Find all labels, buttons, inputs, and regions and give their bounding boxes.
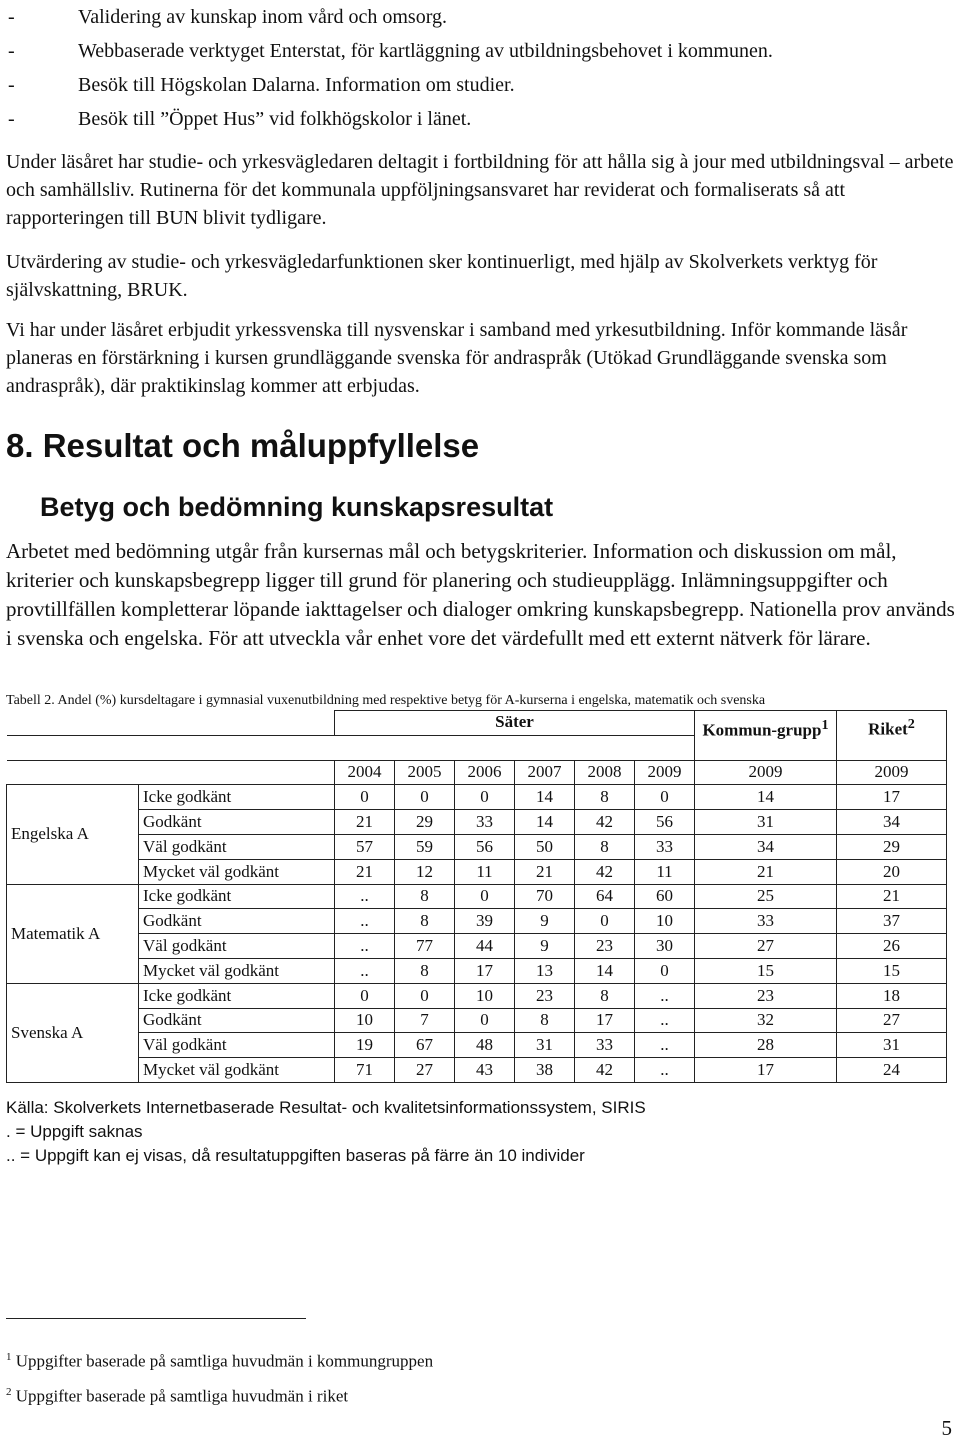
value-cell: 39 xyxy=(455,909,515,934)
value-cell: 70 xyxy=(515,884,575,909)
list-item: - Webbaserade verktyget Enterstat, för kartläggning av utbildningsbehovet i kommunen. xyxy=(8,40,773,62)
value-cell: 23 xyxy=(695,983,837,1008)
grade-cell: Icke godkänt xyxy=(139,884,335,909)
table-row xyxy=(7,934,947,959)
value-cell: 10 xyxy=(335,1008,395,1033)
subject-cell: Engelska A xyxy=(7,785,139,884)
value-cell: 8 xyxy=(575,983,635,1008)
value-cell: 17 xyxy=(837,785,947,810)
value-cell: 20 xyxy=(837,859,947,884)
value-cell: 33 xyxy=(695,909,837,934)
value-cell: 33 xyxy=(635,834,695,859)
intro-paragraph: Arbetet med bedömning utgår från kursernas mål och betygskriterier. Information och diskussion om mål, kriterier och kunskapsbegrepp ligger till grund för planering och studieupplägg. Inlämningsuppgifter och provtillfällen kompletterar löpande iakttagelser och dialoger omkring kunskapsbegrepp. Nationella prov används i svenska och engelska. För att utveckla vår enhet vore det värdefullt med ett externt nätverk för lärare. xyxy=(6,539,955,650)
year-cell: 2005 xyxy=(395,760,455,785)
value-cell: 8 xyxy=(515,1008,575,1033)
value-cell: 33 xyxy=(575,1033,635,1058)
table-row xyxy=(7,1008,947,1033)
year-cell: 2004 xyxy=(335,760,395,785)
source-note: Källa: Skolverkets Internetbaserade Resultat- och kvalitetsinformationssystem, SIRIS xyxy=(6,1098,646,1117)
value-cell: .. xyxy=(335,958,395,983)
section-heading: 8. Resultat och måluppfyllelse xyxy=(6,427,480,464)
footnote-divider xyxy=(6,1318,306,1319)
list-item: - Besök till Högskolan Dalarna. Information om studier. xyxy=(8,74,515,96)
value-cell: 15 xyxy=(837,958,947,983)
value-cell: 43 xyxy=(455,1058,515,1083)
value-cell: 10 xyxy=(455,983,515,1008)
header-riket: Riket$^2$ xyxy=(837,711,947,761)
value-cell: 29 xyxy=(395,810,455,835)
year-cell: 2007 xyxy=(515,760,575,785)
value-cell: 34 xyxy=(695,834,837,859)
value-cell: 23 xyxy=(515,983,575,1008)
table-row xyxy=(7,909,947,934)
value-cell: 8 xyxy=(575,834,635,859)
value-cell: .. xyxy=(635,1033,695,1058)
value-cell: 21 xyxy=(695,859,837,884)
grade-cell: Mycket väl godkänt xyxy=(139,859,335,884)
value-cell: .. xyxy=(635,1008,695,1033)
value-cell: 42 xyxy=(575,810,635,835)
table-row xyxy=(7,983,947,1008)
value-cell: 56 xyxy=(455,834,515,859)
value-cell: 60 xyxy=(635,884,695,909)
subsection-heading: Betyg och bedömning kunskapsresultat xyxy=(40,492,554,522)
value-cell: 14 xyxy=(695,785,837,810)
value-cell: 42 xyxy=(575,1058,635,1083)
grade-cell: Mycket väl godkänt xyxy=(139,1058,335,1083)
table-row xyxy=(7,1033,947,1058)
value-cell: 13 xyxy=(515,958,575,983)
grade-cell: Godkänt xyxy=(139,810,335,835)
table-body xyxy=(7,785,947,1083)
value-cell: 0 xyxy=(455,1008,515,1033)
value-cell: 19 xyxy=(335,1033,395,1058)
grade-cell: Icke godkänt xyxy=(139,785,335,810)
value-cell: 71 xyxy=(335,1058,395,1083)
value-cell: 0 xyxy=(335,785,395,810)
value-cell: 14 xyxy=(515,810,575,835)
grade-cell: Mycket väl godkänt xyxy=(139,958,335,983)
value-cell: 67 xyxy=(395,1033,455,1058)
table-notes xyxy=(6,1096,646,1168)
table-caption: Tabell 2. Andel (%) kursdeltagare i gymnasial vuxenutbildning med respektive betyg för A-kurserna i engelska, matematik och svenska xyxy=(6,693,766,708)
grade-cell: Väl godkänt xyxy=(139,1033,335,1058)
value-cell: 11 xyxy=(455,859,515,884)
paragraph: Under läsåret har studie- och yrkesvägledaren deltagit i fortbildning för att hålla sig à jour med utbildningsval – arbete och samhällsliv. Rutinerna för det kommunala uppföljningsansvaret har reviderat och formaliserats så att rapporteringen till BUN blivit tydligare. xyxy=(6,151,954,229)
value-cell: 57 xyxy=(335,834,395,859)
subject-cell: Svenska A xyxy=(7,983,139,1082)
table-row xyxy=(7,958,947,983)
value-cell: 26 xyxy=(837,934,947,959)
value-cell: 34 xyxy=(837,810,947,835)
value-cell: 48 xyxy=(455,1033,515,1058)
value-cell: 24 xyxy=(837,1058,947,1083)
footnote: $^2$ Uppgifter baserade på samtliga huvudmän i riket xyxy=(6,1386,349,1406)
paragraph: Utvärdering av studie- och yrkesvägledarfunktionen sker kontinuerligt, med hjälp av Skolverkets verktyg för självskattning, BRUK. xyxy=(6,251,878,301)
value-cell: 0 xyxy=(335,983,395,1008)
value-cell: 42 xyxy=(575,859,635,884)
value-cell: 28 xyxy=(695,1033,837,1058)
list-item: - Besök till ”Öppet Hus” vid folkhögskolor i länet. xyxy=(8,108,472,130)
bullet-list xyxy=(8,0,948,136)
grade-cell: Väl godkänt xyxy=(139,934,335,959)
value-cell: .. xyxy=(635,1058,695,1083)
year-cell: 2008 xyxy=(575,760,635,785)
value-cell: 11 xyxy=(635,859,695,884)
header-saeter: Säter xyxy=(335,711,695,736)
legend-note: . = Uppgift saknas xyxy=(6,1122,143,1141)
value-cell: 29 xyxy=(837,834,947,859)
value-cell: 15 xyxy=(695,958,837,983)
value-cell: .. xyxy=(335,884,395,909)
value-cell: 0 xyxy=(635,785,695,810)
value-cell: 21 xyxy=(837,884,947,909)
value-cell: 14 xyxy=(515,785,575,810)
value-cell: 77 xyxy=(395,934,455,959)
value-cell: 32 xyxy=(695,1008,837,1033)
subject-cell: Matematik A xyxy=(7,884,139,983)
value-cell: 8 xyxy=(575,785,635,810)
value-cell: 31 xyxy=(695,810,837,835)
page-number: 5 xyxy=(941,1416,952,1440)
value-cell: 14 xyxy=(575,958,635,983)
value-cell: 27 xyxy=(837,1008,947,1033)
table-row xyxy=(7,859,947,884)
value-cell: 37 xyxy=(837,909,947,934)
value-cell: 27 xyxy=(395,1058,455,1083)
year-cell: 2006 xyxy=(455,760,515,785)
value-cell: 44 xyxy=(455,934,515,959)
value-cell: 8 xyxy=(395,884,455,909)
value-cell: 17 xyxy=(575,1008,635,1033)
value-cell: 0 xyxy=(395,983,455,1008)
value-cell: 50 xyxy=(515,834,575,859)
value-cell: 9 xyxy=(515,909,575,934)
table-row xyxy=(7,884,947,909)
value-cell: 8 xyxy=(395,958,455,983)
value-cell: 27 xyxy=(695,934,837,959)
paragraph: Vi har under läsåret erbjudit yrkessvenska till nysvenskar i samband med yrkesutbildning. Inför kommande läsår planeras en förstärkning i kursen grundläggande svenska för andraspråk (Utökad Grundläggande svenska som andraspråk), där praktikinslag kommer att erbjudas. xyxy=(6,319,908,397)
value-cell: 0 xyxy=(575,909,635,934)
year-cell: 2009 xyxy=(837,760,947,785)
table-year-row xyxy=(7,760,947,785)
table-row xyxy=(7,785,947,810)
value-cell: 31 xyxy=(837,1033,947,1058)
value-cell: 30 xyxy=(635,934,695,959)
value-cell: 8 xyxy=(395,909,455,934)
year-cell: 2009 xyxy=(695,760,837,785)
table-row xyxy=(7,1058,947,1083)
value-cell: .. xyxy=(335,909,395,934)
value-cell: 64 xyxy=(575,884,635,909)
value-cell: 0 xyxy=(455,884,515,909)
value-cell: 21 xyxy=(335,859,395,884)
table-header-row xyxy=(7,711,947,736)
table-row xyxy=(7,834,947,859)
list-item: - Validering av kunskap inom vård och omsorg. xyxy=(8,6,448,28)
value-cell: 31 xyxy=(515,1033,575,1058)
value-cell: 25 xyxy=(695,884,837,909)
value-cell: 0 xyxy=(635,958,695,983)
value-cell: .. xyxy=(335,934,395,959)
value-cell: 23 xyxy=(575,934,635,959)
value-cell: 21 xyxy=(515,859,575,884)
grade-cell: Godkänt xyxy=(139,1008,335,1033)
footnote: $^1$ Uppgifter baserade på samtliga huvudmän i kommungruppen xyxy=(6,1351,434,1371)
grade-cell: Godkänt xyxy=(139,909,335,934)
value-cell: 18 xyxy=(837,983,947,1008)
value-cell: 21 xyxy=(335,810,395,835)
value-cell: 0 xyxy=(395,785,455,810)
year-cell: 2009 xyxy=(635,760,695,785)
results-table xyxy=(6,710,947,1083)
value-cell: 12 xyxy=(395,859,455,884)
value-cell: .. xyxy=(635,983,695,1008)
legend-note: .. = Uppgift kan ej visas, då resultatuppgiften baseras på färre än 10 individer xyxy=(6,1146,585,1165)
header-kommungrupp: Kommun-grupp$^1$ xyxy=(695,711,837,761)
value-cell: 56 xyxy=(635,810,695,835)
grade-cell: Icke godkänt xyxy=(139,983,335,1008)
value-cell: 9 xyxy=(515,934,575,959)
value-cell: 17 xyxy=(455,958,515,983)
table-row xyxy=(7,810,947,835)
value-cell: 10 xyxy=(635,909,695,934)
value-cell: 38 xyxy=(515,1058,575,1083)
value-cell: 17 xyxy=(695,1058,837,1083)
grade-cell: Väl godkänt xyxy=(139,834,335,859)
value-cell: 0 xyxy=(455,785,515,810)
value-cell: 59 xyxy=(395,834,455,859)
value-cell: 7 xyxy=(395,1008,455,1033)
value-cell: 33 xyxy=(455,810,515,835)
